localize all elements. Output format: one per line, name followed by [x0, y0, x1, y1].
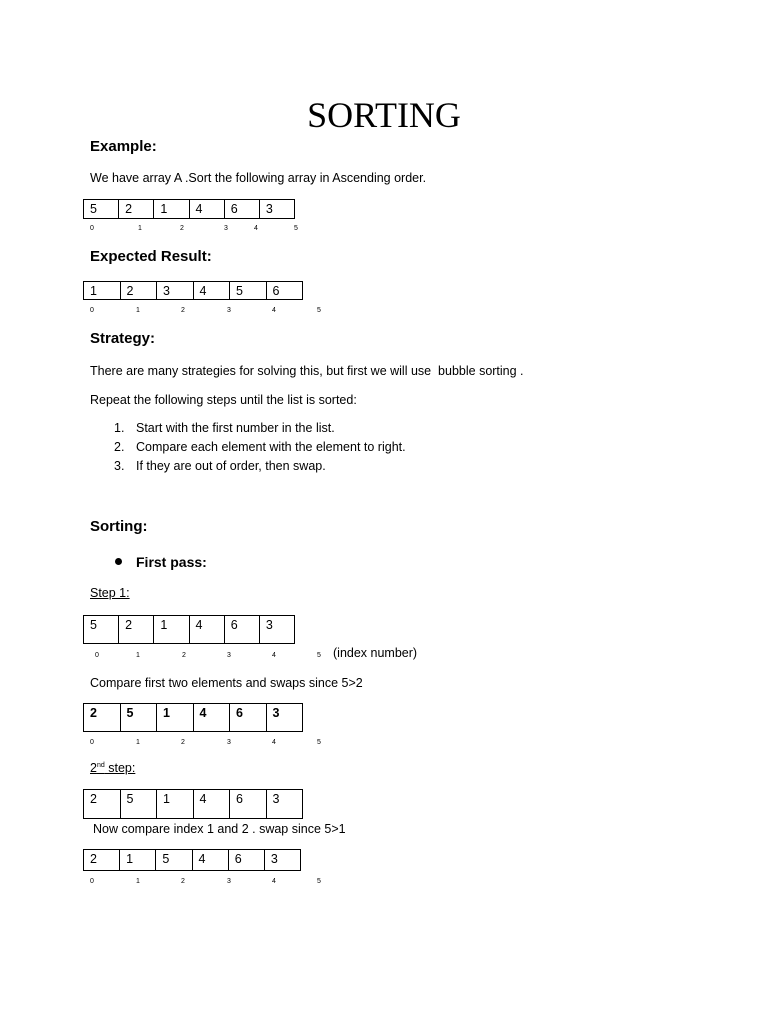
step2-caption: Now compare index 1 and 2 . swap since 5>1	[93, 822, 346, 836]
array-cell: 3	[272, 792, 280, 806]
array-cell: 5	[156, 850, 192, 870]
index-label: 1	[136, 307, 140, 314]
index-label: 4	[272, 878, 276, 885]
index-label: 2	[180, 225, 184, 232]
index-label: 0	[95, 652, 99, 659]
step2-label-ordinal: nd	[96, 762, 105, 769]
array-cell: 1	[154, 200, 189, 218]
index-label: 3	[224, 225, 228, 232]
strategy-repeat: Repeat the following steps until the list is sorted:	[90, 393, 357, 407]
step2-result-array	[83, 849, 301, 871]
step1-label: Step 1:	[90, 586, 130, 600]
strategy-intro: There are many strategies for solving this, but first we will use bubble sorting .	[90, 364, 524, 378]
index-label: 1	[136, 739, 140, 746]
step1-caption: Compare first two elements and swaps since 5>2	[90, 676, 363, 690]
example-description: We have array A .Sort the following array in Ascending order.	[90, 171, 427, 185]
index-label: 0	[90, 307, 94, 314]
index-label: 4	[272, 307, 276, 314]
bullet-icon	[115, 558, 122, 565]
index-label: 3	[227, 739, 231, 746]
array-cell: 4	[194, 704, 231, 731]
array-cell: 1	[120, 850, 156, 870]
expected-result-heading: Expected Result:	[90, 248, 212, 265]
array-cell: 3	[272, 706, 280, 720]
list-item: Compare each element with the element to right.	[136, 440, 406, 454]
step2-label-text: step:	[104, 761, 136, 775]
first-pass-label: First pass:	[136, 554, 207, 570]
index-number-note: (index number)	[333, 646, 418, 660]
step1-array	[83, 615, 295, 644]
array-cell: 2	[119, 616, 154, 643]
array-cell: 1	[154, 616, 189, 643]
array-cell: 3	[265, 202, 273, 216]
array-cell: 3	[157, 282, 194, 299]
index-label: 1	[136, 652, 140, 659]
array-cell: 4	[194, 282, 231, 299]
index-label: 2	[181, 739, 185, 746]
array-cell: 5	[121, 704, 158, 731]
index-label: 0	[90, 878, 94, 885]
array-cell: 6	[229, 850, 265, 870]
step2-result-index-row	[0, 878, 768, 888]
step1-result-index-row	[0, 739, 768, 749]
index-label: 4	[272, 652, 276, 659]
step1-result-array	[83, 703, 303, 732]
index-label: 0	[90, 739, 94, 746]
index-label: 0	[90, 225, 94, 232]
list-number: 1.	[114, 421, 125, 435]
expected-array	[83, 281, 303, 300]
array-cell: 1	[84, 282, 121, 299]
array-cell: 6	[272, 284, 280, 298]
sorting-heading: Sorting:	[90, 518, 148, 535]
strategy-heading: Strategy:	[90, 330, 156, 347]
array-cell: 5	[230, 282, 267, 299]
array-cell: 6	[230, 790, 267, 818]
step2-array	[83, 789, 303, 819]
array-cell: 2	[84, 850, 120, 870]
array-cell: 3	[265, 618, 273, 632]
index-label: 2	[181, 878, 185, 885]
index-label: 1	[136, 878, 140, 885]
index-label: 4	[272, 739, 276, 746]
array-cell: 6	[225, 200, 260, 218]
array-cell: 5	[84, 616, 119, 643]
list-number: 3.	[114, 459, 125, 473]
index-label: 5	[317, 739, 321, 746]
array-cell: 1	[157, 790, 194, 818]
list-number: 2.	[114, 440, 125, 454]
expected-index-row	[0, 307, 768, 317]
index-label: 3	[227, 652, 231, 659]
index-label: 3	[227, 307, 231, 314]
array-cell: 6	[225, 616, 260, 643]
array-cell: 2	[119, 200, 154, 218]
index-label: 4	[254, 225, 258, 232]
example-array	[83, 199, 295, 219]
array-cell: 5	[121, 790, 158, 818]
page-title: SORTING	[307, 95, 461, 135]
step2-label	[90, 760, 135, 776]
list-item: If they are out of order, then swap.	[136, 459, 326, 473]
array-cell: 4	[190, 616, 225, 643]
array-cell: 2	[84, 704, 121, 731]
array-cell: 2	[121, 282, 158, 299]
example-heading: Example:	[90, 138, 157, 155]
array-cell: 6	[230, 704, 267, 731]
index-label: 5	[294, 225, 298, 232]
array-cell: 2	[84, 790, 121, 818]
index-label: 5	[317, 307, 321, 314]
array-cell: 4	[190, 200, 225, 218]
index-label: 3	[227, 878, 231, 885]
array-cell: 4	[193, 850, 229, 870]
index-label: 2	[181, 307, 185, 314]
index-label: 5	[317, 652, 321, 659]
index-label: 2	[182, 652, 186, 659]
example-index-row	[0, 225, 768, 235]
index-label: 1	[138, 225, 142, 232]
step2-label-number: 2	[90, 761, 97, 775]
array-cell: 3	[270, 852, 278, 866]
array-cell: 4	[194, 790, 231, 818]
list-item: Start with the first number in the list.	[136, 421, 335, 435]
array-cell: 5	[84, 200, 119, 218]
array-cell: 1	[157, 704, 194, 731]
index-label: 5	[317, 878, 321, 885]
